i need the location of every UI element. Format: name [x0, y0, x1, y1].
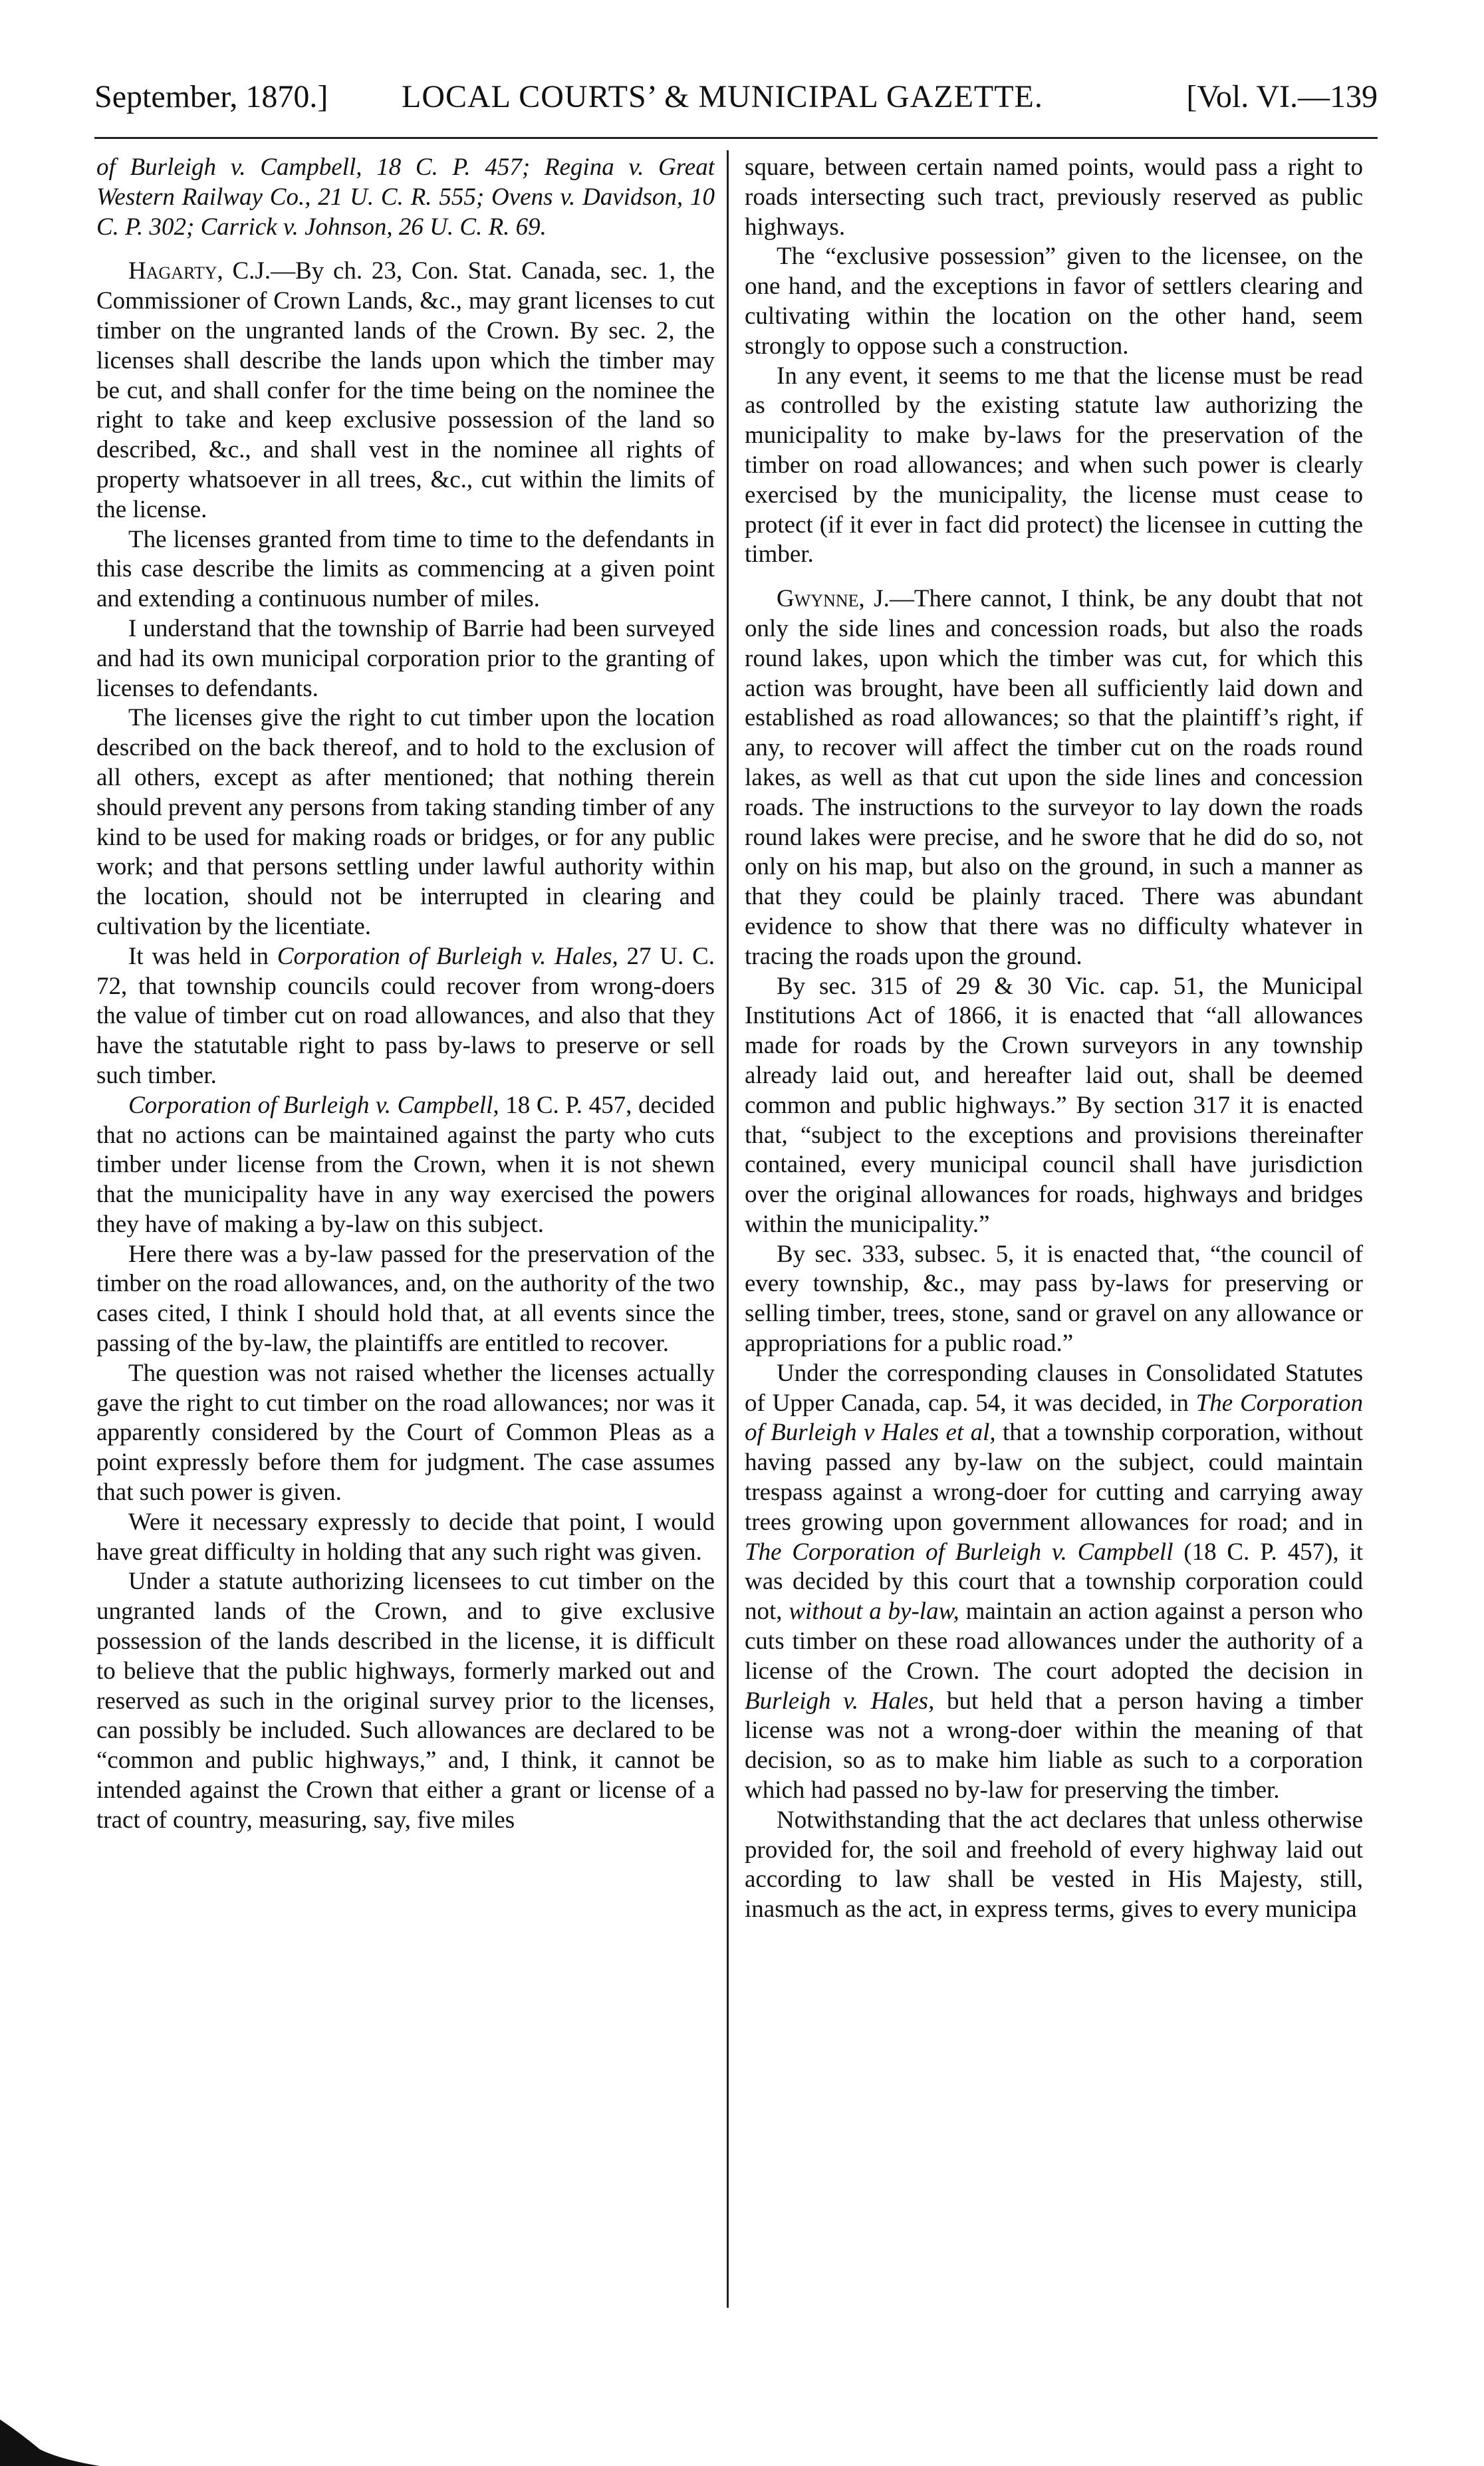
- paragraph: [96, 614, 715, 703]
- text-span: Were it necessary expressly to decide that point, I would have great difficulty in holding that any such right was given.: [96, 1508, 715, 1566]
- judge-name: Hagarty: [128, 257, 217, 285]
- left-column: [96, 153, 715, 2307]
- text-span: The “exclusive possession” given to the licensee, on the one hand, and the exceptions in favor of settlers clearing and cultivating within the location on the other hand, seem strongly to oppose such a construction.: [745, 243, 1363, 360]
- text-span: Notwithstanding that the act declares that unless otherwise provided for, the soil and freehold of every highway laid out according to law shall be vested in His Majesty, still, inasmuch as the act, in express terms, gives to every municipa: [745, 1806, 1363, 1923]
- header-rule: [94, 137, 1378, 139]
- text-span: I understand that the township of Barrie had been surveyed and had its own municipal corporation prior to the granting of licenses to defendants.: [96, 614, 715, 702]
- text-span: maintain an action against a person who cuts timber on these road allowances under the authority of a license of the Crown. The court adopted the decision in: [745, 1598, 1363, 1685]
- text-span: Under a statute authorizing licensees to cut timber on the ungranted lands of the Crown, and to give exclusive possession of the lands described in the license, it is difficult to believe that the public highways, formerly marked out and reserved as such in the original survey prior to the licenses, can possibly be included. Such allowances are declared to be “common and public highways,” and, I think, it cannot be intended against the Crown that either a grant or license of a tract of country, measuring, say, five miles: [96, 1568, 715, 1834]
- text-span: By sec. 333, subsec. 5, it is enacted that, “the council of every township, &c., may pass by-laws for preserving or selling timber, trees, stone, sand or gravel on any allowance or appropriations for a public road.”: [745, 1240, 1363, 1358]
- header-date: September, 1870.]: [94, 79, 328, 114]
- text-span: It was held in: [128, 942, 277, 970]
- paragraph: [96, 525, 715, 614]
- column-divider: [727, 150, 729, 2308]
- paragraph: [96, 1359, 715, 1508]
- text-span: In any event, it seems to me that the license must be read as controlled by the existing statute law authorizing the municipality to make by-laws for the preservation of the timber on road allowances; and when such power is clearly exercised by the municipality, the license must cease to protect (if it ever in fact did protect) the licensee in cutting the timber.: [745, 362, 1363, 568]
- text-span: The licenses granted from time to time to the defendants in this case describe the limits as commencing at a given point and extending a continuous number of miles.: [96, 525, 715, 613]
- emphasis: without a by-law,: [789, 1598, 959, 1626]
- judge-name: Gwynne: [777, 585, 859, 613]
- paragraph: [745, 362, 1363, 570]
- text-span: The licenses give the right to cut timber upon the location described on the back thereof, and to hold to the exclusion of all others, except as after mentioned; that nothing therein should prevent any persons from taking standing timber of any kind to be used for making roads or bridges, or for any public work; and that persons settling under lawful authority within the location, should not be interrupted in clearing and cultivation by the licentiate.: [96, 704, 715, 940]
- text-span: , J.—There cannot, I think, be any doubt that not only the side lines and concession roads, but also the roads round lakes, upon which the timber was cut, for which this action was brought, have been all sufficiently laid down and established as road allowances; so that the plaintiff’s right, if any, to recover will affect the timber cut on the roads round lakes, as well as that cut upon the side lines and concession roads. The instructions to the surveyor to lay down the roads round lakes were precise, and he swore that he did do so, not only on his map, but also on the ground, in such a manner as that they could be plainly traced. There was abundant evidence to show that there was no difficulty whatever in tracing the roads upon the ground.: [745, 585, 1363, 970]
- case-name: Burleigh v. Hales,: [745, 1687, 935, 1715]
- text-span: 27 U. C. 72, that township councils could recover from wrong-doers the value of timber cut on road allowances, and also that they have the statutable right to pass by-laws to preserve or sell such timber.: [96, 942, 715, 1089]
- paragraph: [96, 703, 715, 941]
- case-name: Corporation of Burleigh v. Hales,: [277, 942, 618, 970]
- paragraph: [96, 1091, 715, 1240]
- case-name: The Corporation of Burleigh v. Campbell: [745, 1538, 1174, 1566]
- text-span: , C.J.—By ch. 23, Con. Stat. Canada, sec. 1, the Commissioner of Crown Lands, &c., may grant licenses to cut timber on the ungranted lands of the Crown. By sec. 2, the licenses shall describe the lands upon which the timber may be cut, and shall confer for the time being on the nominee the right to take and keep exclusive possession of the land so described, &c., and shall vest in the nominee all rights of property whatsoever in all trees, &c., cut within the limits of the license.: [96, 257, 715, 523]
- paragraph: [745, 1806, 1363, 1925]
- paragraph: [96, 1240, 715, 1359]
- paragraph: [96, 1508, 715, 1568]
- paragraph: [745, 972, 1363, 1240]
- text-span: By sec. 315 of 29 & 30 Vic. cap. 51, the Municipal Institutions Act of 1866, it is enacted that “all allowances made for roads by the Crown surveyors in any township already laid out, and hereafter laid out, shall be deemed common and public highways.” By section 317 it is enacted that, “subject to the exceptions and provisions thereinafter contained, every municipal council shall have jurisdiction over the original allowances for roads, highways and bridges within the municipality.”: [745, 972, 1363, 1238]
- text-span: (18 C. P. 457), it was decided by this court that a township corporation could not,: [745, 1538, 1363, 1626]
- text-span: The question was not raised whether the licenses actually gave the right to cut timber on the road allowances; nor was it apparently considered by the Court of Common Pleas as a point expressly before them for judgment. The case assumes that such power is given.: [96, 1359, 715, 1507]
- header-volume: [Vol. VI.—139: [1186, 79, 1378, 114]
- paragraph: [745, 153, 1363, 242]
- case-name: The Corporation of Burleigh v Hales et al,: [745, 1389, 1363, 1447]
- gwynne-judgment-paragraph: [745, 584, 1363, 971]
- paragraph: [745, 242, 1363, 361]
- text-span: 18 C. P. 457, decided that no actions can be maintained against the party who cuts timber under license from the Crown, when it is not shewn that the municipality have in any way exercised the powers they have of making a by-law on this subject.: [96, 1091, 715, 1238]
- case-name: Corporation of Burleigh v. Campbell,: [128, 1091, 499, 1119]
- page-header: [94, 72, 1378, 125]
- right-column: [745, 153, 1363, 2307]
- paragraph: [96, 1567, 715, 1835]
- paragraph: [745, 1240, 1363, 1359]
- page-corner-shadow: [0, 2386, 100, 2466]
- header-title: LOCAL COURTS’ & MUNICIPAL GAZETTE.: [402, 79, 1043, 114]
- paragraph: [96, 942, 715, 1091]
- citation-paragraph: [96, 153, 715, 242]
- text-span: Here there was a by-law passed for the preservation of the timber on the road allowances, and, on the authority of the two cases cited, I think I should hold that, at all events since the passing of the by-law, the plaintiffs are entitled to recover.: [96, 1240, 715, 1358]
- hagarty-judgment-paragraph: [96, 257, 715, 525]
- paragraph: [745, 1359, 1363, 1806]
- text-span: square, between certain named points, would pass a right to roads intersecting such tract, previously reserved as public highways.: [745, 154, 1363, 241]
- text-span: but held that a person having a timber license was not a wrong-doer within the meaning of that decision, so as to make him liable as such to a corporation which had passed no by-law for preserving the timber.: [745, 1687, 1363, 1804]
- text-span: that a township corporation, without having passed any by-law on the subject, could maintain trespass against a wrong-doer for cutting and carrying away trees growing upon government allowances for road; and in: [745, 1419, 1363, 1536]
- text-span: of Burleigh v. Campbell, 18 C. P. 457; Regina v. Great Western Railway Co., 21 U. C. R. 555; Ovens v. Davidson, 10 C. P. 302; Carrick v. Johnson, 26 U. C. R. 69.: [96, 154, 715, 241]
- text-span: Under the corresponding clauses in Consolidated Statutes of Upper Canada, cap. 54, it was decided, in: [745, 1359, 1363, 1417]
